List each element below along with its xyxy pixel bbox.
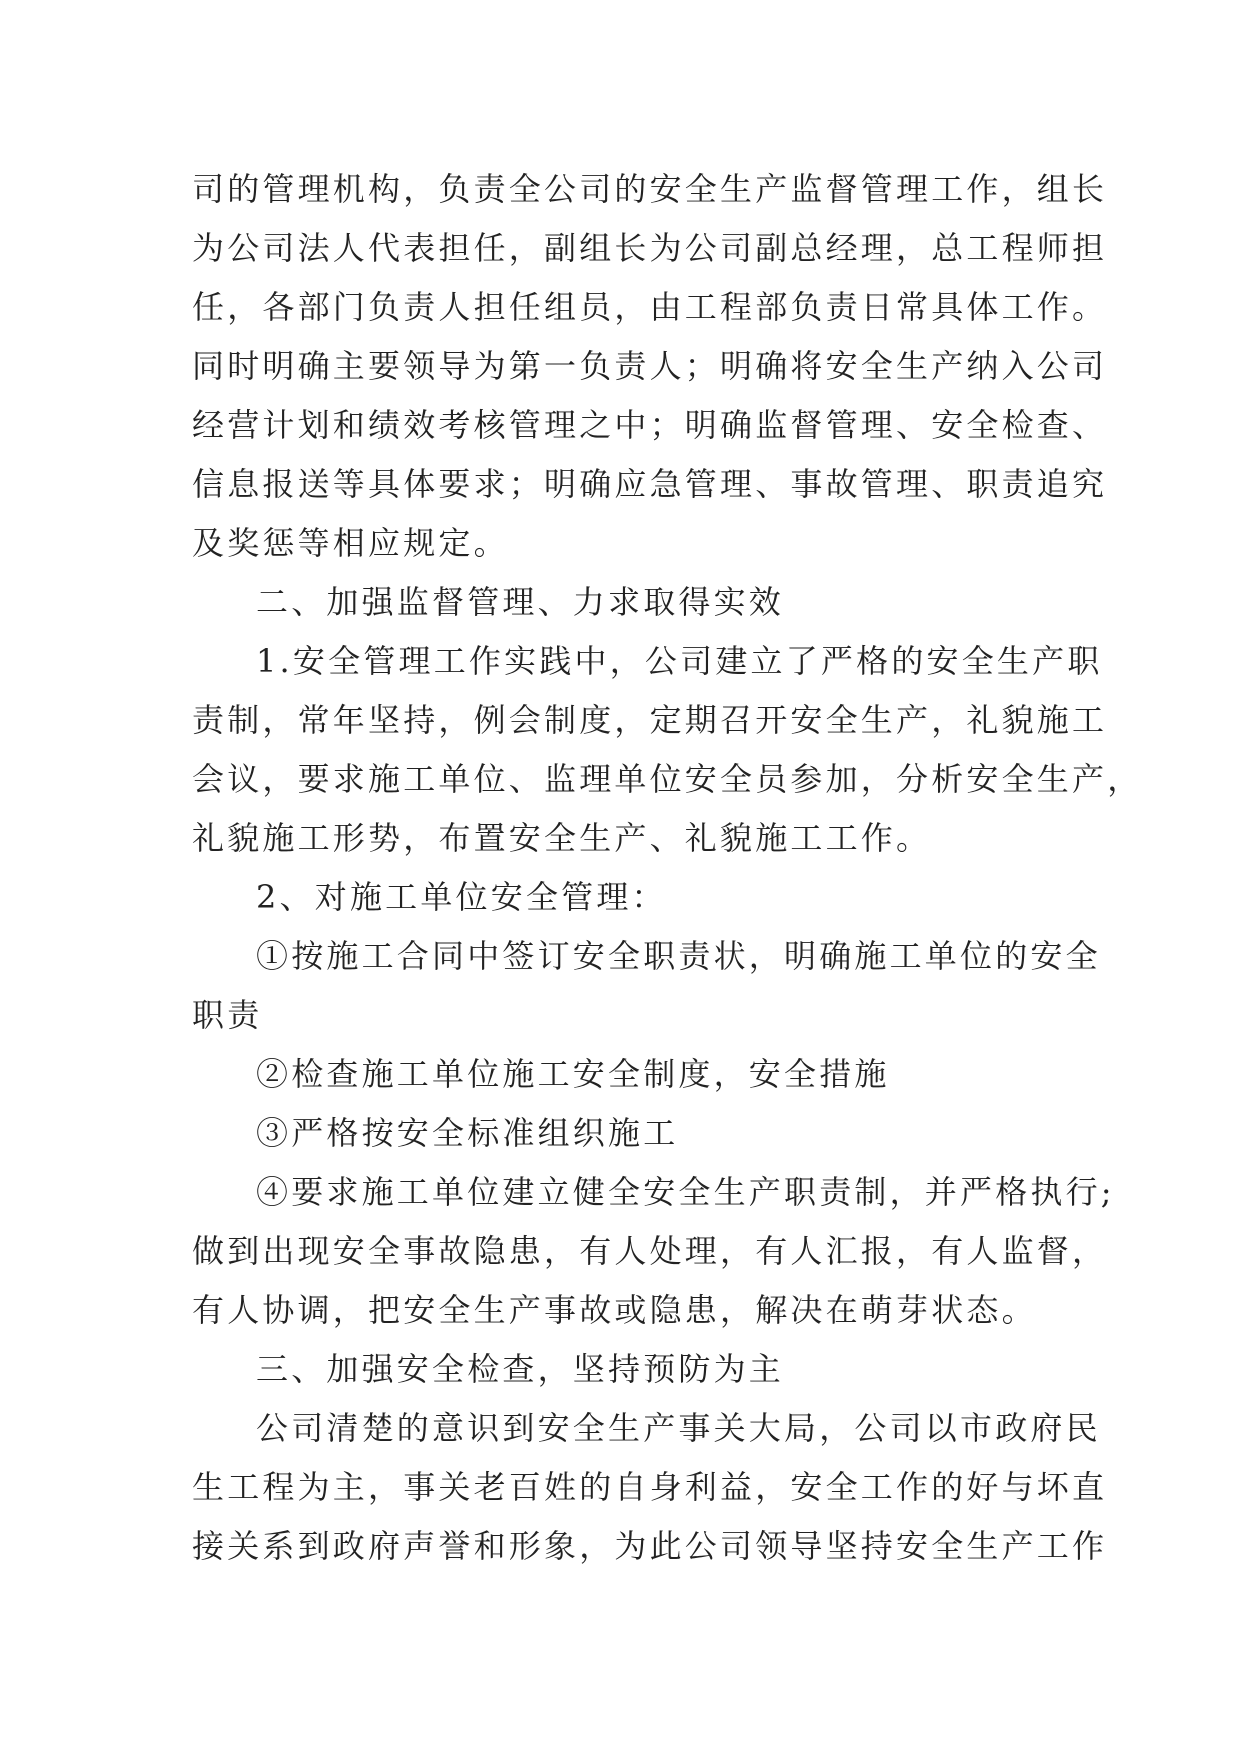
text-line: 做到出现安全事故隐患，有人处理，有人汇报，有人监督，: [192, 1232, 1108, 1270]
text-line: 信息报送等具体要求；明确应急管理、事故管理、职责追究: [192, 465, 1108, 503]
text-line: 会议，要求施工单位、监理单位安全员参加，分析安全生产，: [192, 760, 1143, 798]
text-line: 有人协调，把安全生产事故或隐患，解决在萌芽状态。: [192, 1291, 1037, 1329]
text-line: 司的管理机构，负责全公司的安全生产监督管理工作，组长: [192, 170, 1108, 208]
text-line: 责制，常年坚持，例会制度，定期召开安全生产，礼貌施工: [192, 701, 1108, 739]
text-line: 接关系到政府声誉和形象，为此公司领导坚持安全生产工作: [192, 1527, 1108, 1565]
text-line: 生工程为主，事关老百姓的自身利益，安全工作的好与坏直: [192, 1468, 1108, 1506]
text-line: 1.安全管理工作实践中，公司建立了严格的安全生产职: [256, 642, 1103, 680]
text-line: 2、对施工单位安全管理：: [256, 878, 667, 916]
text-line: 及奖惩等相应规定。: [192, 524, 509, 562]
list-item: ①按施工合同中签订安全职责状，明确施工单位的安全: [256, 937, 1101, 975]
text-line: 公司清楚的意识到安全生产事关大局，公司以市政府民: [256, 1409, 1101, 1447]
text-line: 为公司法人代表担任，副组长为公司副总经理，总工程师担: [192, 229, 1108, 267]
text-line: 经营计划和绩效考核管理之中；明确监督管理、安全检查、: [192, 406, 1108, 444]
text-line: 礼貌施工形势，布置安全生产、礼貌施工工作。: [192, 819, 932, 857]
section-heading: 二、加强监督管理、力求取得实效: [256, 583, 785, 621]
text-line: 职责: [192, 996, 263, 1034]
list-item: ④要求施工单位建立健全安全生产职责制，并严格执行;: [256, 1173, 1115, 1211]
list-item: ③严格按安全标准组织施工: [256, 1114, 679, 1152]
list-item: ②检查施工单位施工安全制度，安全措施: [256, 1055, 890, 1093]
section-heading: 三、加强安全检查，坚持预防为主: [256, 1350, 785, 1388]
text-line: 同时明确主要领导为第一负责人；明确将安全生产纳入公司: [192, 347, 1108, 385]
text-line: 任，各部门负责人担任组员，由工程部负责日常具体工作。: [192, 288, 1108, 326]
document-body: [192, 160, 1143, 1576]
